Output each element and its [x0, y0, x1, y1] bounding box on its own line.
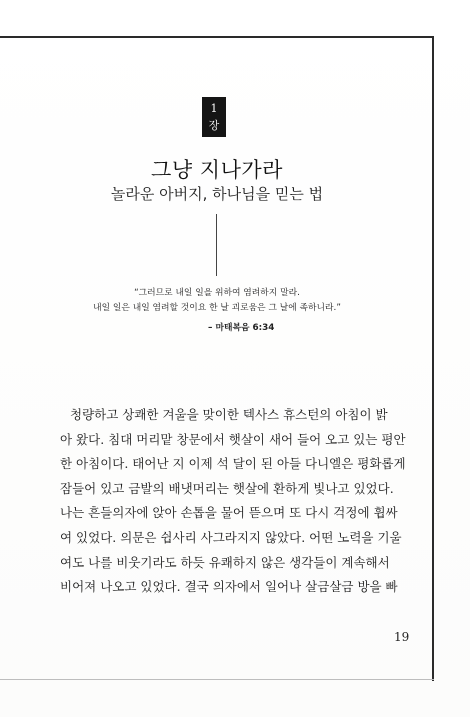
top-border-rule [0, 36, 434, 38]
chapter-number: 1 [210, 102, 218, 115]
body-paragraph [60, 403, 406, 600]
body-line: 아 왔다. 침대 머리맡 창문에서 햇살이 새어 들어 오고 있는 평안 [60, 431, 406, 447]
chapter-word: 장 [208, 119, 220, 132]
body-line: 여도 나를 비웃기라도 하듯 유쾌하지 않은 생각들이 계속해서 [60, 554, 390, 570]
body-line: 나는 흔들의자에 앉아 손톱을 물어 뜯으며 또 다시 걱정에 휩싸 [60, 505, 398, 521]
epigraph-quote [0, 286, 434, 316]
chapter-badge [202, 97, 226, 137]
vertical-divider [216, 214, 217, 276]
body-line: 비어져 나오고 있었다. 결국 의자에서 일어나 살금살금 방을 빠 [60, 579, 398, 595]
body-line: 잠들어 있고 금발의 배냇머리는 햇살에 환하게 빛나고 있었다. [60, 480, 394, 496]
chapter-title: 그냥 지나가라 [151, 158, 283, 182]
bottom-border-rule [0, 679, 434, 680]
body-line: 한 아침이다. 태어난 지 이제 석 달이 된 아들 다니엘은 평화롭게 [60, 456, 406, 472]
right-border-rule [432, 36, 434, 681]
quote-line: “그러므로 내일 일을 위하여 염려하지 말라. [134, 288, 300, 298]
body-line: 여 있었다. 의문은 쉽사리 사그라지지 않았다. 어떤 노력을 기울 [60, 529, 402, 545]
page-number: 19 [394, 630, 410, 644]
quote-reference: – 마태복음 6:34 [208, 323, 275, 333]
quote-line: 내일 일은 내일 염려할 것이요 한 날 괴로움은 그 날에 족하니라.” [93, 303, 341, 313]
chapter-subtitle: 놀라운 아버지, 하나님을 믿는 법 [110, 185, 324, 203]
body-line: 청량하고 상쾌한 겨울을 맞이한 텍사스 휴스턴의 아침이 밝 [70, 407, 388, 422]
